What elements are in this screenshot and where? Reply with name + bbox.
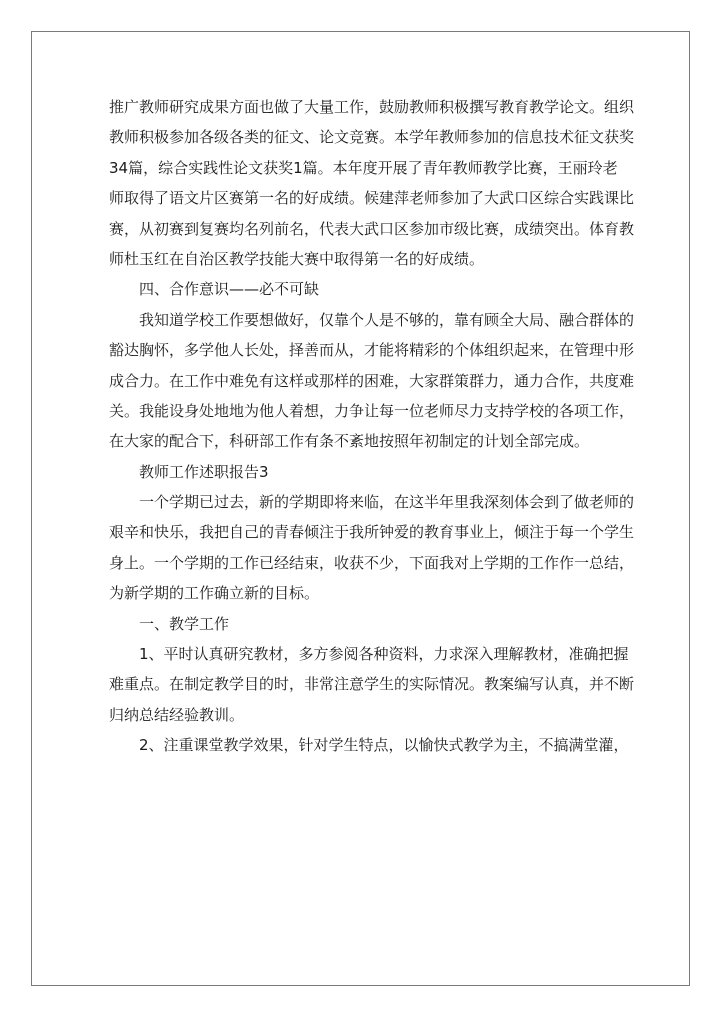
text-line: 34篇，综合实践性论文获奖1篇。本年度开展了青年教师教学比赛，王丽玲老 [109, 158, 618, 177]
text-line: 难重点。在制定教学目的时，非常注意学生的实际情况。教案编写认真，并不断 [109, 675, 635, 694]
text-line: 师杜玉红在自治区教学技能大赛中取得第一名的好成绩。 [109, 249, 485, 268]
text-line: 在大家的配合下，科研部工作有条不紊地按照年初制定的计划全部完成。 [109, 432, 590, 451]
text-line: 归纳总结经验教训。 [109, 705, 245, 724]
text-line: 为新学期的工作确立新的目标。 [109, 584, 320, 603]
paragraph-first-line: 我知道学校工作要想做好，仅靠个人是不够的，靠有顾全大局、融合群体的 [139, 310, 635, 329]
paragraph-first-line: 2、注重课堂教学效果，针对学生特点，以愉快式教学为主，不搞满堂灌， [139, 736, 629, 755]
document-body [109, 92, 635, 761]
text-line: 赛，从初赛到复赛均名列前名，代表大武口区参加市级比赛，成绩突出。体育教 [109, 219, 635, 238]
text-line: 艰辛和快乐，我把自己的青春倾注于我所钟爱的教育事业上，倾注于每一个学生 [109, 523, 635, 542]
paragraph-first-line: 1、平时认真研究教材，多方参阅各种资料，力求深入理解教材，准确把握 [139, 645, 629, 664]
paragraph-first-line: 一个学期已过去，新的学期即将来临，在这半年里我深刻体会到了做老师的 [139, 493, 635, 512]
report-title: 教师工作述职报告3 [139, 462, 269, 481]
text-line: 师取得了语文片区赛第一名的好成绩。候建萍老师参加了大武口区综合实践课比 [109, 189, 635, 208]
text-line: 成合力。在工作中难免有这样或那样的困难，大家群策群力，通力合作，共度难 [109, 371, 635, 390]
text-line: 教师积极参加各级各类的征文、论文竞赛。本学年教师参加的信息技术征文获奖 [109, 128, 635, 147]
text-line: 豁达胸怀，多学他人长处，择善而从，才能将精彩的个体组织起来，在管理中形 [109, 341, 635, 360]
section-heading: 一、教学工作 [139, 614, 230, 633]
text-line: 身上。一个学期的工作已经结束，收获不少，下面我对上学期的工作作一总结， [109, 553, 635, 572]
section-heading: 四、合作意识——必不可缺 [139, 280, 320, 299]
text-line: 推广教师研究成果方面也做了大量工作，鼓励教师积极撰写教育教学论文。组织 [109, 98, 635, 116]
text-line: 关。我能设身处地地为他人着想，力争让每一位老师尽力支持学校的各项工作， [109, 401, 635, 420]
